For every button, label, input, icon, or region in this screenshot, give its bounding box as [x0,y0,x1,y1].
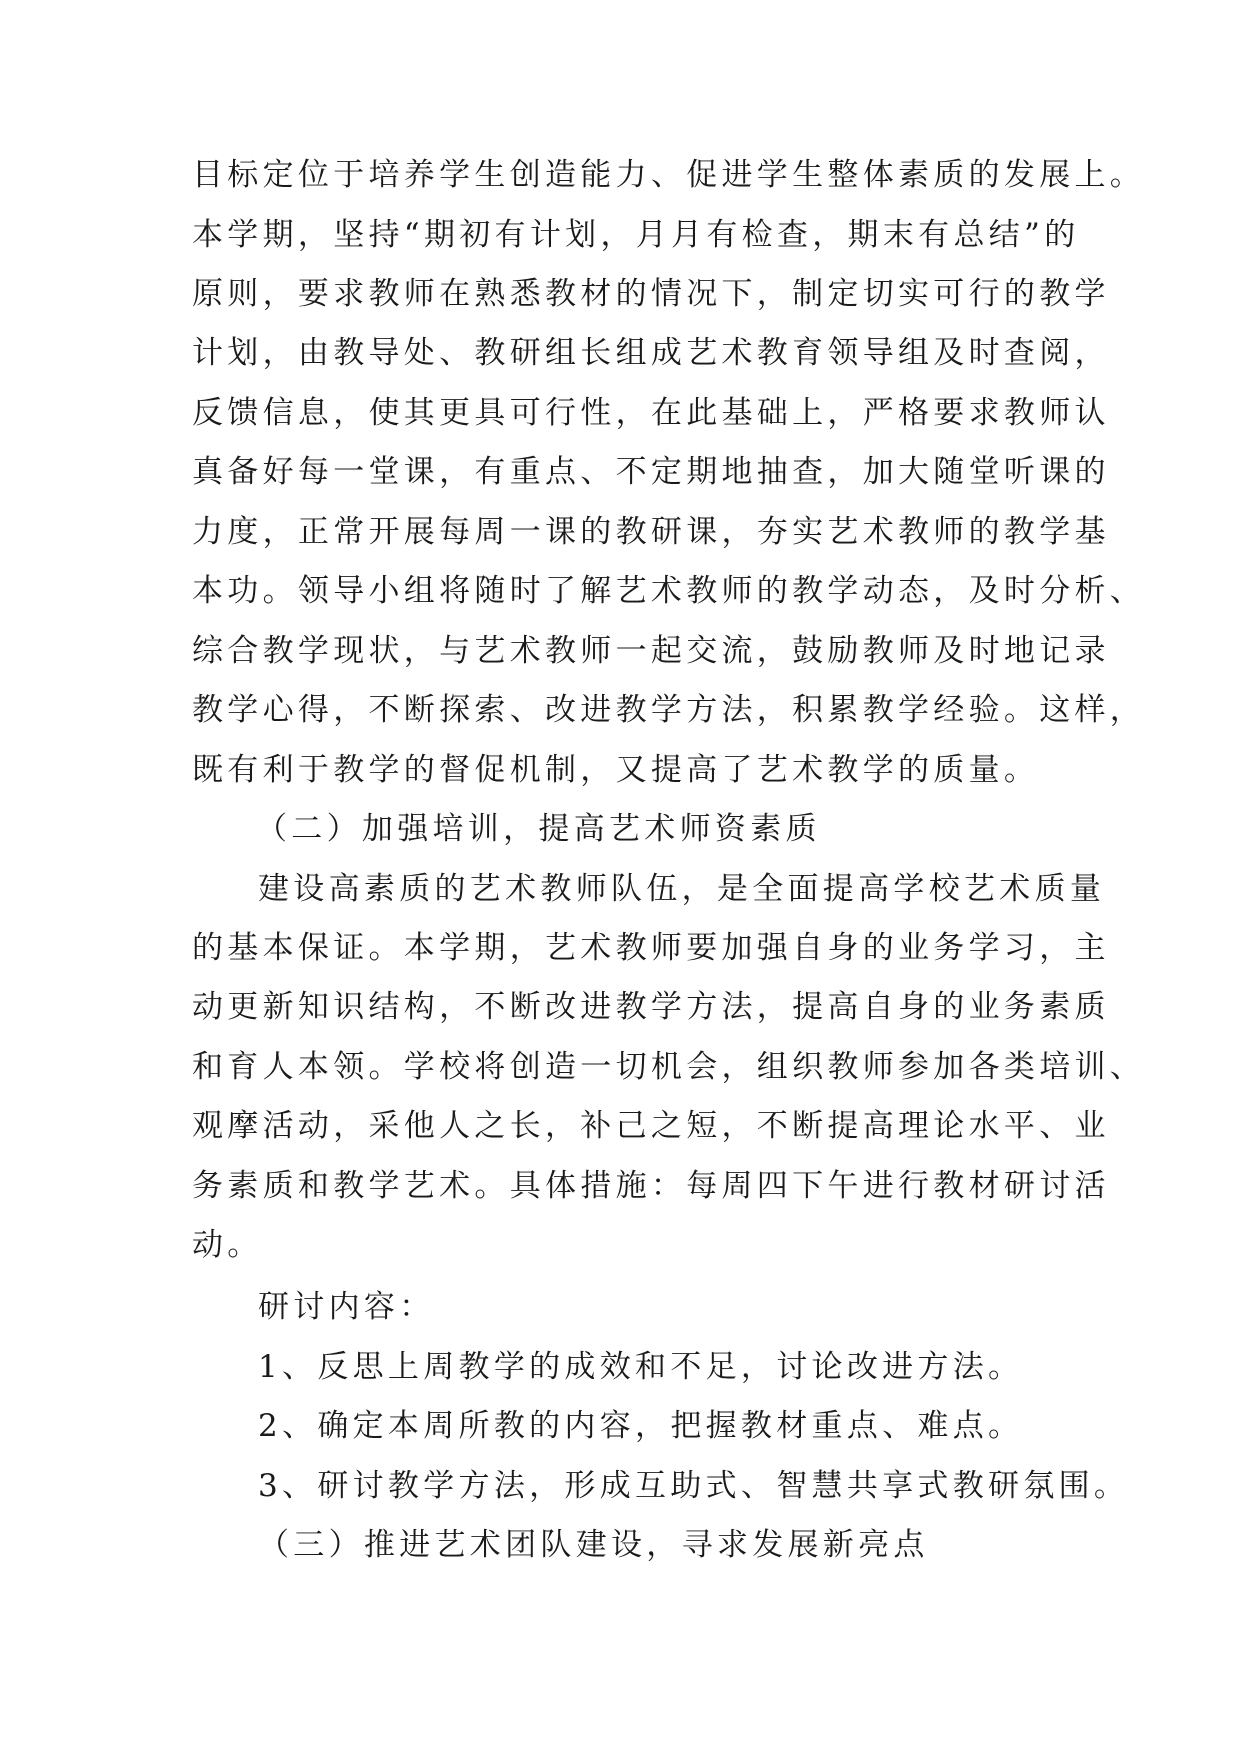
paragraph-line: 和育人本领。学校将创造一切机会，组织教师参加各类培训、 [192,1049,1146,1085]
list-item: 3、研讨教学方法，形成互助式、智慧共享式教研氛围。 [258,1468,1130,1504]
paragraph-line: 本学期，坚持“期初有计划，月月有检查，期末有总结”的 [192,217,1080,253]
paragraph-line: 观摩活动，采他人之长，补己之短，不断提高理论水平、业 [192,1108,1110,1144]
paragraph-line: 教学心得，不断探索、改进教学方法，积累教学经验。这样， [192,692,1146,728]
paragraph-line: 的基本保证。本学期，艺术教师要加强自身的业务学习，主 [192,930,1110,966]
paragraph-line: 动更新知识结构，不断改进教学方法，提高自身的业务素质 [192,989,1110,1025]
paragraph-line: 动。 [192,1227,263,1263]
paragraph-line: 既有利于教学的督促机制，又提高了艺术教学的质量。 [192,752,1040,788]
paragraph-line: 本功。领导小组将随时了解艺术教师的教学动态，及时分析、 [192,573,1146,609]
paragraph-line: 反馈信息，使其更具可行性，在此基础上，严格要求教师认 [192,395,1110,431]
section-heading: （二）加强培训，提高艺术师资素质 [256,811,821,847]
paragraph-line: 力度，正常开展每周一课的教研课，夯实艺术教师的教学基 [192,514,1110,550]
list-item: 2、确定本周所教的内容，把握教材重点、难点。 [258,1408,1024,1444]
paragraph-line: 原则，要求教师在熟悉教材的情况下，制定切实可行的教学 [192,276,1110,312]
list-item: 1、反思上周教学的成效和不足，讨论改进方法。 [258,1349,1024,1385]
paragraph-line: 建设高素质的艺术教师队伍，是全面提高学校艺术质量 [258,871,1106,907]
paragraph-line: 务素质和教学艺术。具体措施：每周四下午进行教材研讨活 [192,1168,1110,1204]
list-heading: 研讨内容： [258,1289,435,1325]
paragraph-line: 计划，由教导处、教研组长组成艺术教育领导组及时查阅， [192,335,1110,371]
paragraph-line: 真备好每一堂课，有重点、不定期地抽查，加大随堂听课的 [192,454,1110,490]
paragraph-line: 综合教学现状，与艺术教师一起交流，鼓励教师及时地记录 [192,633,1110,669]
section-heading: （三）推进艺术团队建设，寻求发展新亮点 [258,1527,929,1563]
paragraph-line: 目标定位于培养学生创造能力、促进学生整体素质的发展上。 [192,157,1146,193]
